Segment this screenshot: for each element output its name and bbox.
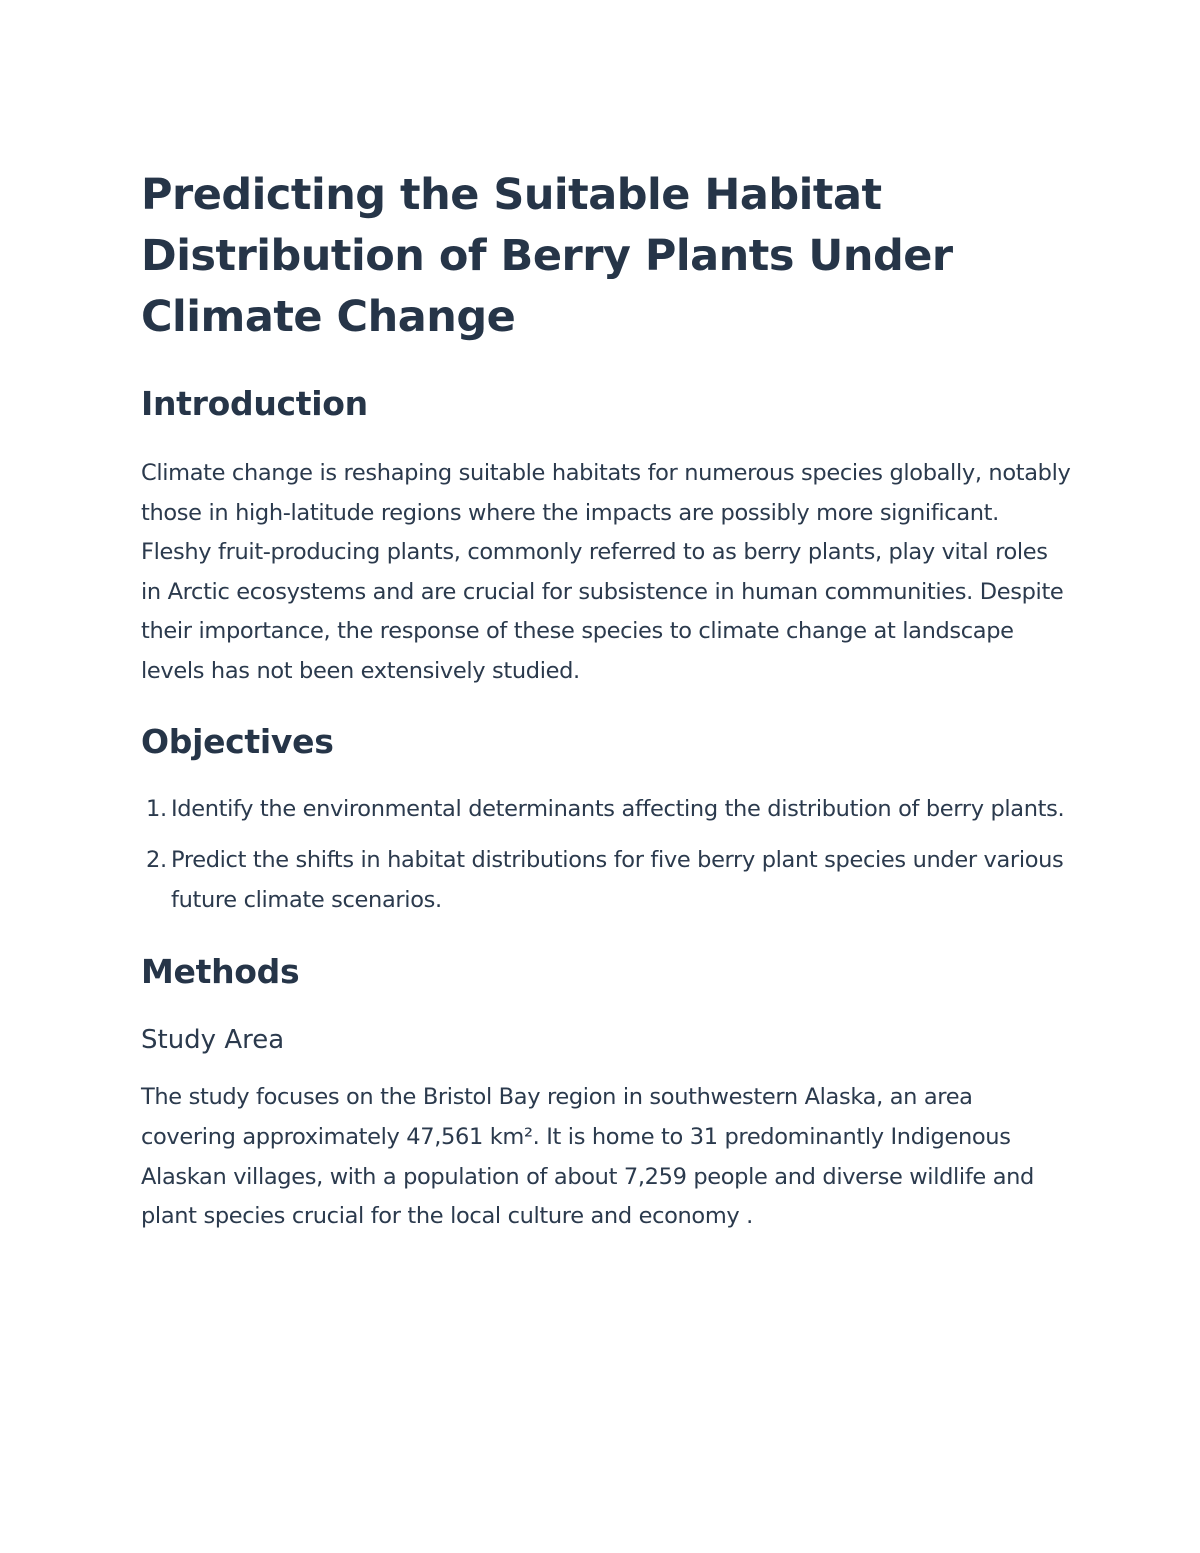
objective-item (141, 790, 1071, 830)
objective-number: 1. (146, 795, 167, 822)
objective-text: Identify the environmental determinants affecting the distribution of berry plants. (171, 795, 1065, 822)
study-area-heading: Study Area (141, 1025, 285, 1056)
introduction-heading: Introduction (141, 384, 368, 423)
objectives-heading: Objectives (141, 721, 334, 761)
study-area-paragraph: The study focuses on the Bristol Bay region in southwestern Alaska, an area covering approximately 47,561 km². It is home to 31 predominantly Indigenous Alaskan villages, with a population of about 7,259 people and diverse wildlife and plant species crucial for the local culture and economy . (141, 1084, 1034, 1230)
objective-number: 2. (146, 847, 167, 874)
objective-text: Predict the shifts in habitat distributions for five berry plant species under various future climate scenarios. (171, 847, 1064, 913)
document-page (141, 165, 1071, 1237)
document-title: Predicting the Suitable Habitat Distribution of Berry Plants Under Climate Change (141, 170, 953, 342)
introduction-paragraph: Climate change is reshaping suitable habitats for numerous species globally, notably those in high-latitude regions where the impacts are possibly more significant. Fleshy fruit-producing plants, commonly referred to as berry plants, play vital roles in Arctic ecosystems and are crucial for subsistence in human communities. Despite their importance, the response of these species to climate change at landscape levels has not been extensively studied. (141, 460, 1071, 684)
methods-heading: Methods (141, 952, 300, 992)
objective-item (141, 841, 1071, 920)
objectives-list (141, 790, 1071, 921)
